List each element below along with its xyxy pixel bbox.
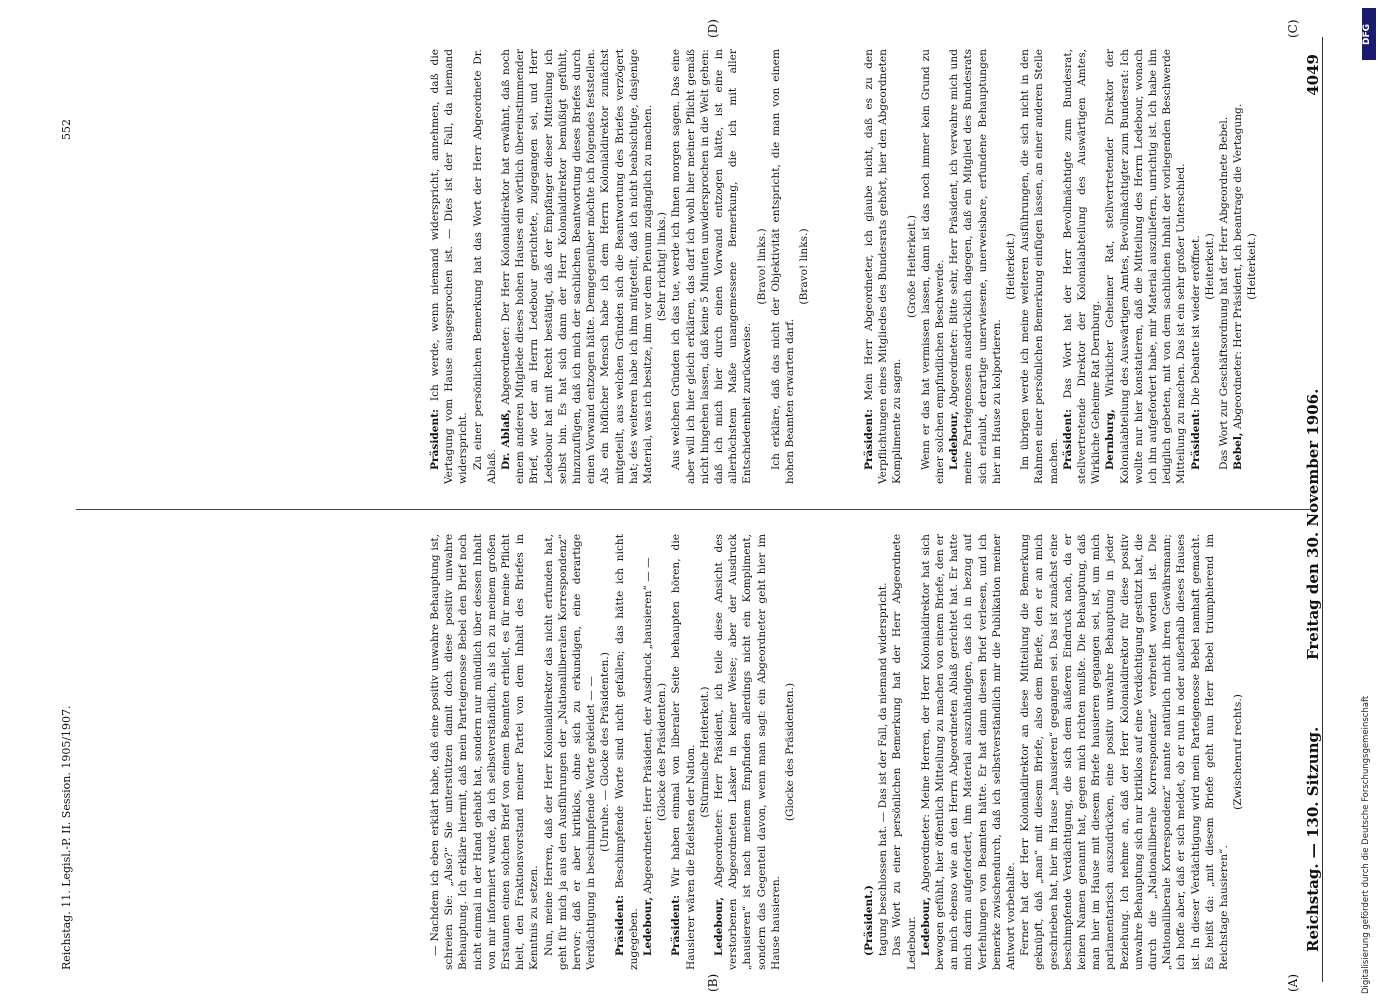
left-paragraph [712,534,783,970]
right-text: Ich werde, wenn niemand widerspricht, annehmen, daß die Vertagung vom Hause ausgesprochen ist. — Dies ist der Fall, da niemand widerspricht. [429,49,470,484]
right-speaker: Dr. Ablaß, [500,409,513,470]
right-text: Das Wort hat der Herr Bevollmächtigte zum Bundesrat, stellvertretende Direktor der Kolonialabteilung des Auswärtigen Amtes, Wirkliche Geheime Rat Dernburg. [1061,49,1103,484]
right-text: (Große Heiterkeit.) [905,214,918,319]
left-text: (Stürmische Heiterkeit.) [698,686,711,818]
right-speaker: Ledebour, [948,410,961,470]
right-paragraph [655,49,669,484]
right-speaker: Dernburg, [1104,409,1117,470]
right-paragraph [1203,49,1217,484]
page-header [1304,42,1330,982]
left-text: Wir haben einmal von liberaler Seite behaupten hören, die Hausierer wären die Edelsten der Nation. [670,534,697,970]
left-text: Das Wort zu einer persönlichen Bemerkung hat der Herr Abgeordnete Ledebour. [891,534,918,970]
right-paragraph [499,49,655,484]
left-speaker: Ledebour, [642,896,655,956]
right-text: (Heiterkeit.) [1005,233,1018,300]
right-text: (Sehr richtig! links.) [656,211,669,322]
footer-left: Reichstag. 11. Legisl.-P. II. Session. 1905/1907. [60,705,73,970]
right-speaker: Bebel, [1232,432,1245,470]
header-left: Reichstag. — 130. Sitzung. [1304,726,1322,952]
left-text: (Zwischenruf rechts.) [1232,694,1245,810]
digitization-credit: Digitalisierung gefördert durch die Deutsche Forschungsgemeinschaft [1361,695,1371,994]
right-text: (Bravo! links.) [755,228,768,305]
right-text: (Heiterkeit.) [1246,233,1259,300]
right-column-low [76,49,428,484]
left-text: Abgeordneter: Herr Präsident, ich teile diese Ansicht des verstorbenen Abgeordneten Lasker in keiner Weise; aber der Ausdruck „hausieren“ ist nach meinem Empfinden allerdings nicht ein Kompliment, sondern das Gegenteil davon, wenn man sagt: ein Abgeordneter geht hier im Hause hausieren. [713,534,782,970]
right-speaker: Präsident: [429,408,441,470]
right-text: (Bravo! links.) [798,228,811,305]
right-speaker: Präsident: [1061,408,1074,470]
left-paragraph [890,534,918,970]
left-speaker: (Präsident.) [863,885,875,956]
right-column [862,49,1300,484]
left-text: (Unruhe. — Glocke des Präsidenten.) [599,652,612,852]
left-text: Abgeordneter: Herr Präsident, der Ausdruck „hausieren“ — — [642,557,655,894]
right-text: Aus welchen Gründen ich das tue, werde ich Ihnen morgen sagen. Das eine aber will ich hier gleich erklären, das darf ich wohl hier meiner Pflicht gemäß nicht hingehen lassen, daß keine 5 Minuten unwidersprochen in die Welt gehen: daß ich mich hier durch einen Vorwand entzogen hätte, ist eine in allerhöchstem Maße unangemessene Bemerkung, die ich mit aller Entschiedenheit zurückweise. [670,49,754,484]
right-text: Zu einer persönlichen Bemerkung hat das Wort der Herr Abgeordnete Dr. Ablaß. [471,49,498,484]
right-paragraph [1103,49,1188,484]
right-paragraph [1189,49,1203,484]
left-paragraph [655,534,669,970]
left-paragraph [598,534,612,970]
left-paragraph [1018,534,1231,970]
right-paragraph [1004,49,1018,484]
right-text: Im übrigen werde ich meine weiteren Ausführungen, die sich nicht in den Rahmen einer persönlichen Bemerkung einfügen lassen, an einer anderen Stelle machen. [1019,49,1060,484]
right-text: Wenn er das hat vermissen lassen, dann ist das noch immer kein Grund zu einer solchen empfindlichen Beschwerde. [919,49,947,484]
right-speaker: Präsident: [1189,408,1202,470]
right-text: Das Wort zur Geschäftsordnung hat der Herr Abgeordnete Bebel. [1218,116,1231,470]
left-paragraph [641,534,655,970]
left-text: — Nachdem ich eben erklärt habe, daß eine positiv unwahre Behauptung ist, schreien Sie: „Also?“ Sie unterstützen damit doch diese positiv unwahre Behauptung. Ich erkläre hiermit, daß mein Parteigenosse Bebel den Brief noch nicht einmal in der Hand gehabt hat, sondern nur mündlich über dessen Inhalt von mir informiert wurde, da ich selbstverständlich, als ich zu meinem großen Erstaunen einen solchen Brief von einem Beamten erhielt, es für meine Pflicht hielt, den Fraktionsvorstand meiner Partei von dem Inhalt des Briefes in Kenntnis zu setzen. [429,534,541,970]
left-text: Beschimpfende Worte sind nicht gefallen; das hätte ich nicht zugegeben. [613,534,640,970]
right-text: Abgeordneter: Bitte sehr, Herr Präsident, ich verwahre mich und meine Parteigenossen ausdrücklich dagegen, daß ein Mitglied des Bundesrats sich erlaubt, derartige unerwiesene, unerweisbare, erfundene Behauptungen hier im Hause zu kolportieren. [948,49,1003,484]
right-text: Mein Herr Abgeordneter, ich glaube nicht, daß es zu den Verpflichtungen eines Mitgliedes des Bundesrats gehört, hier den Abgeordneten Komplimente zu sagen. [863,49,904,484]
right-speaker: Präsident: [863,408,875,470]
dfg-logo: DFG [1362,8,1376,60]
left-text: (Glocke des Präsidenten.) [656,682,669,822]
right-paragraph [947,49,1004,484]
right-text: Abgeordneter: Der Herr Kolonialdirektor hat erwähnt, daß noch einem anderen Mitgliede dieses hohen Hauses ein wörtlich übereinstimmender Brief, wie der an Herrn Ledebour gerichtete, zugegangen sei, und Herr Ledebour hat mit Recht bestätigt, daß der Empfänger dieser Mitteilung ich selbst bin. Es hat sich dann der Herr Kolonialdirektor bemüßigt gefühlt, hinzuzufügen, daß ich mich der sachlichen Beantwortung dieses Briefes durch einen Vorwand entzogen hätte. Demgegenüber möchte ich folgendes feststellen. Als ein höflicher Mensch habe ich dem Herrn Kolonialdirektor zunächst mitgeteilt, aus welchen Gründen sich die Beantwortung des Briefes verzögert hat; des weiteren habe ich ihm mitgeteilt, daß ich nicht beabsichtige, dasjenige Material, was ich besitze, ihm vor dem Plenum zugänglich zu machen. [500,49,655,484]
right-text: Abgeordneter: Herr Präsident, ich beantrage die Vertagung. [1232,103,1245,430]
margin-marker-d: (D) [706,19,720,38]
right-text: Wirklicher Geheimer Rat, stellvertretender Direktor der Kolonialabteilung des Auswärtigen Amtes, Bevollmächtigter zum Bundesrat: Ich wollte nur hier konstatieren, daß die Mitteilung des Herrn Ledebour, wonach ich ihn aufgefordert habe, mir Material auszuliefern, unrichtig ist. Ich habe ihn lediglich gebeten, mit von dem sachlichen Inhalt der vorliegenden Beschwerde Mitteilung zu machen. Das ist ein sehr großer Unterschied. [1104,49,1188,484]
header-rule [1322,37,1323,982]
left-paragraph [698,534,712,970]
right-paragraph [471,49,499,484]
left-paragraph [919,534,1018,970]
right-paragraph [428,49,471,484]
page-number: 4049 [1304,54,1322,96]
left-paragraph [1231,534,1245,970]
right-text: Die Debatte ist wieder eröffnet. [1189,235,1202,406]
left-column-low [76,534,428,970]
left-paragraph [542,534,599,970]
right-paragraph [1245,49,1259,484]
column-divider [76,509,1312,510]
right-paragraph [919,49,947,484]
left-paragraph [783,534,797,970]
right-paragraph [769,49,797,484]
margin-marker-c: (C) [1286,19,1300,38]
right-paragraph [797,49,811,484]
left-column [862,534,1300,970]
margin-marker-b: (B) [706,973,720,992]
left-text: Nun, meine Herren, daß der Herr Kolonialdirektor das nicht erfunden hat, geht für mich ja aus den Ausführungen der „Nationalliberalen Korrespondenz“ hervor; daß er aber kritiklos, ohne sich zu erkundigen, eine derartige Verdächtigung in beschimpfende Worte gekleidet — — [542,534,598,970]
left-text: Ferner hat der Herr Kolonialdirektor an diese Mitteilung die Bemerkung geknüpft, daß „man“ mit diesem Briefe, also dem Briefe, den er an mich geschrieben hat, hier im Hause „hausieren“ gegangen sei. Das ist zunächst eine beschimpfende Verdächtigung, die sich dem äußeren Eindruck nach, da er keinen Namen genannt hat, gegen mich richten mußte. Die Behauptung, daß man hier im Hause mit diesem Briefe hausieren gegangen sei, ist, um mich parlamentarisch auszudrücken, eine positiv unwahre Behauptung in jeder Beziehung. Ich nehme an, daß der Herr Kolonialdirektor für diese positiv unwahre Behauptung sich nur kritiklos auf eine Verdächtigung gestützt hat, die durch die „Nationalliberale Korrespondenz“ verbreitet worden ist. Die „Nationalliberale Korrespondenz“ nannte natürlich nicht ihren Gewährsmann; ich hoffe aber, daß er sich meldet, ob er nun in oder außerhalb dieses Hauses ist. In dieser Verdächtigung wird mein Parteigenosse Bebel namhaft gemacht. Es heißt da: „mit diesem Briefe geht nun Herr Bebel triumphierend im Reichstage hausieren“. [1019,534,1231,970]
left-paragraph [613,534,641,970]
right-column-mid [428,49,862,484]
right-paragraph [1018,49,1061,484]
footer-right: 552 [60,119,73,140]
left-column-mid [428,534,862,970]
left-speaker: Präsident: [613,894,626,956]
right-text: (Heiterkeit.) [1203,233,1216,300]
left-text: tagung beschlossen hat. — Das ist der Fall, da niemand widerspricht. [877,582,890,956]
left-speaker: Präsident: [670,894,683,956]
right-paragraph [669,49,754,484]
right-text: Ich erkläre, daß das nicht der Objektivität entspricht, die man von einem hohen Beamten erwarten darf. [769,49,797,484]
left-paragraph [669,534,697,970]
right-paragraph [1231,49,1245,484]
right-paragraph [755,49,769,484]
right-paragraph [905,49,919,484]
left-speaker: Ledebour, [919,896,932,956]
left-paragraph [862,534,876,970]
left-paragraph [428,534,542,970]
right-paragraph [862,49,905,484]
left-paragraph [876,534,890,970]
left-text: Abgeordneter: Meine Herren, der Herr Kolonialdirektor hat sich bewogen gefühlt, hier öffentlich Mitteilung zu machen von einem Briefe, den er an mich ebenso wie an den Herrn Abgeordneten Ablaß gerichtet hat. Er hatte mich darin aufgefordert, ihm Material auszuhändigen, das ich in bezug auf Verfehlungen von Beamten hätte. Er hat dann diesen Brief verlesen, und ich bemerke zwischendurch, daß ich selbstverständlich mir die Publikation meiner Antwort vorbehalte. [919,534,1018,970]
header-center: Freitag den 30. November 1906. [1304,388,1322,660]
margin-marker-a: (A) [1286,973,1300,992]
right-paragraph [1061,49,1104,484]
left-text: (Glocke des Präsidenten.) [784,682,797,822]
left-speaker: Ledebour, [713,896,726,956]
right-paragraph [1217,49,1231,484]
